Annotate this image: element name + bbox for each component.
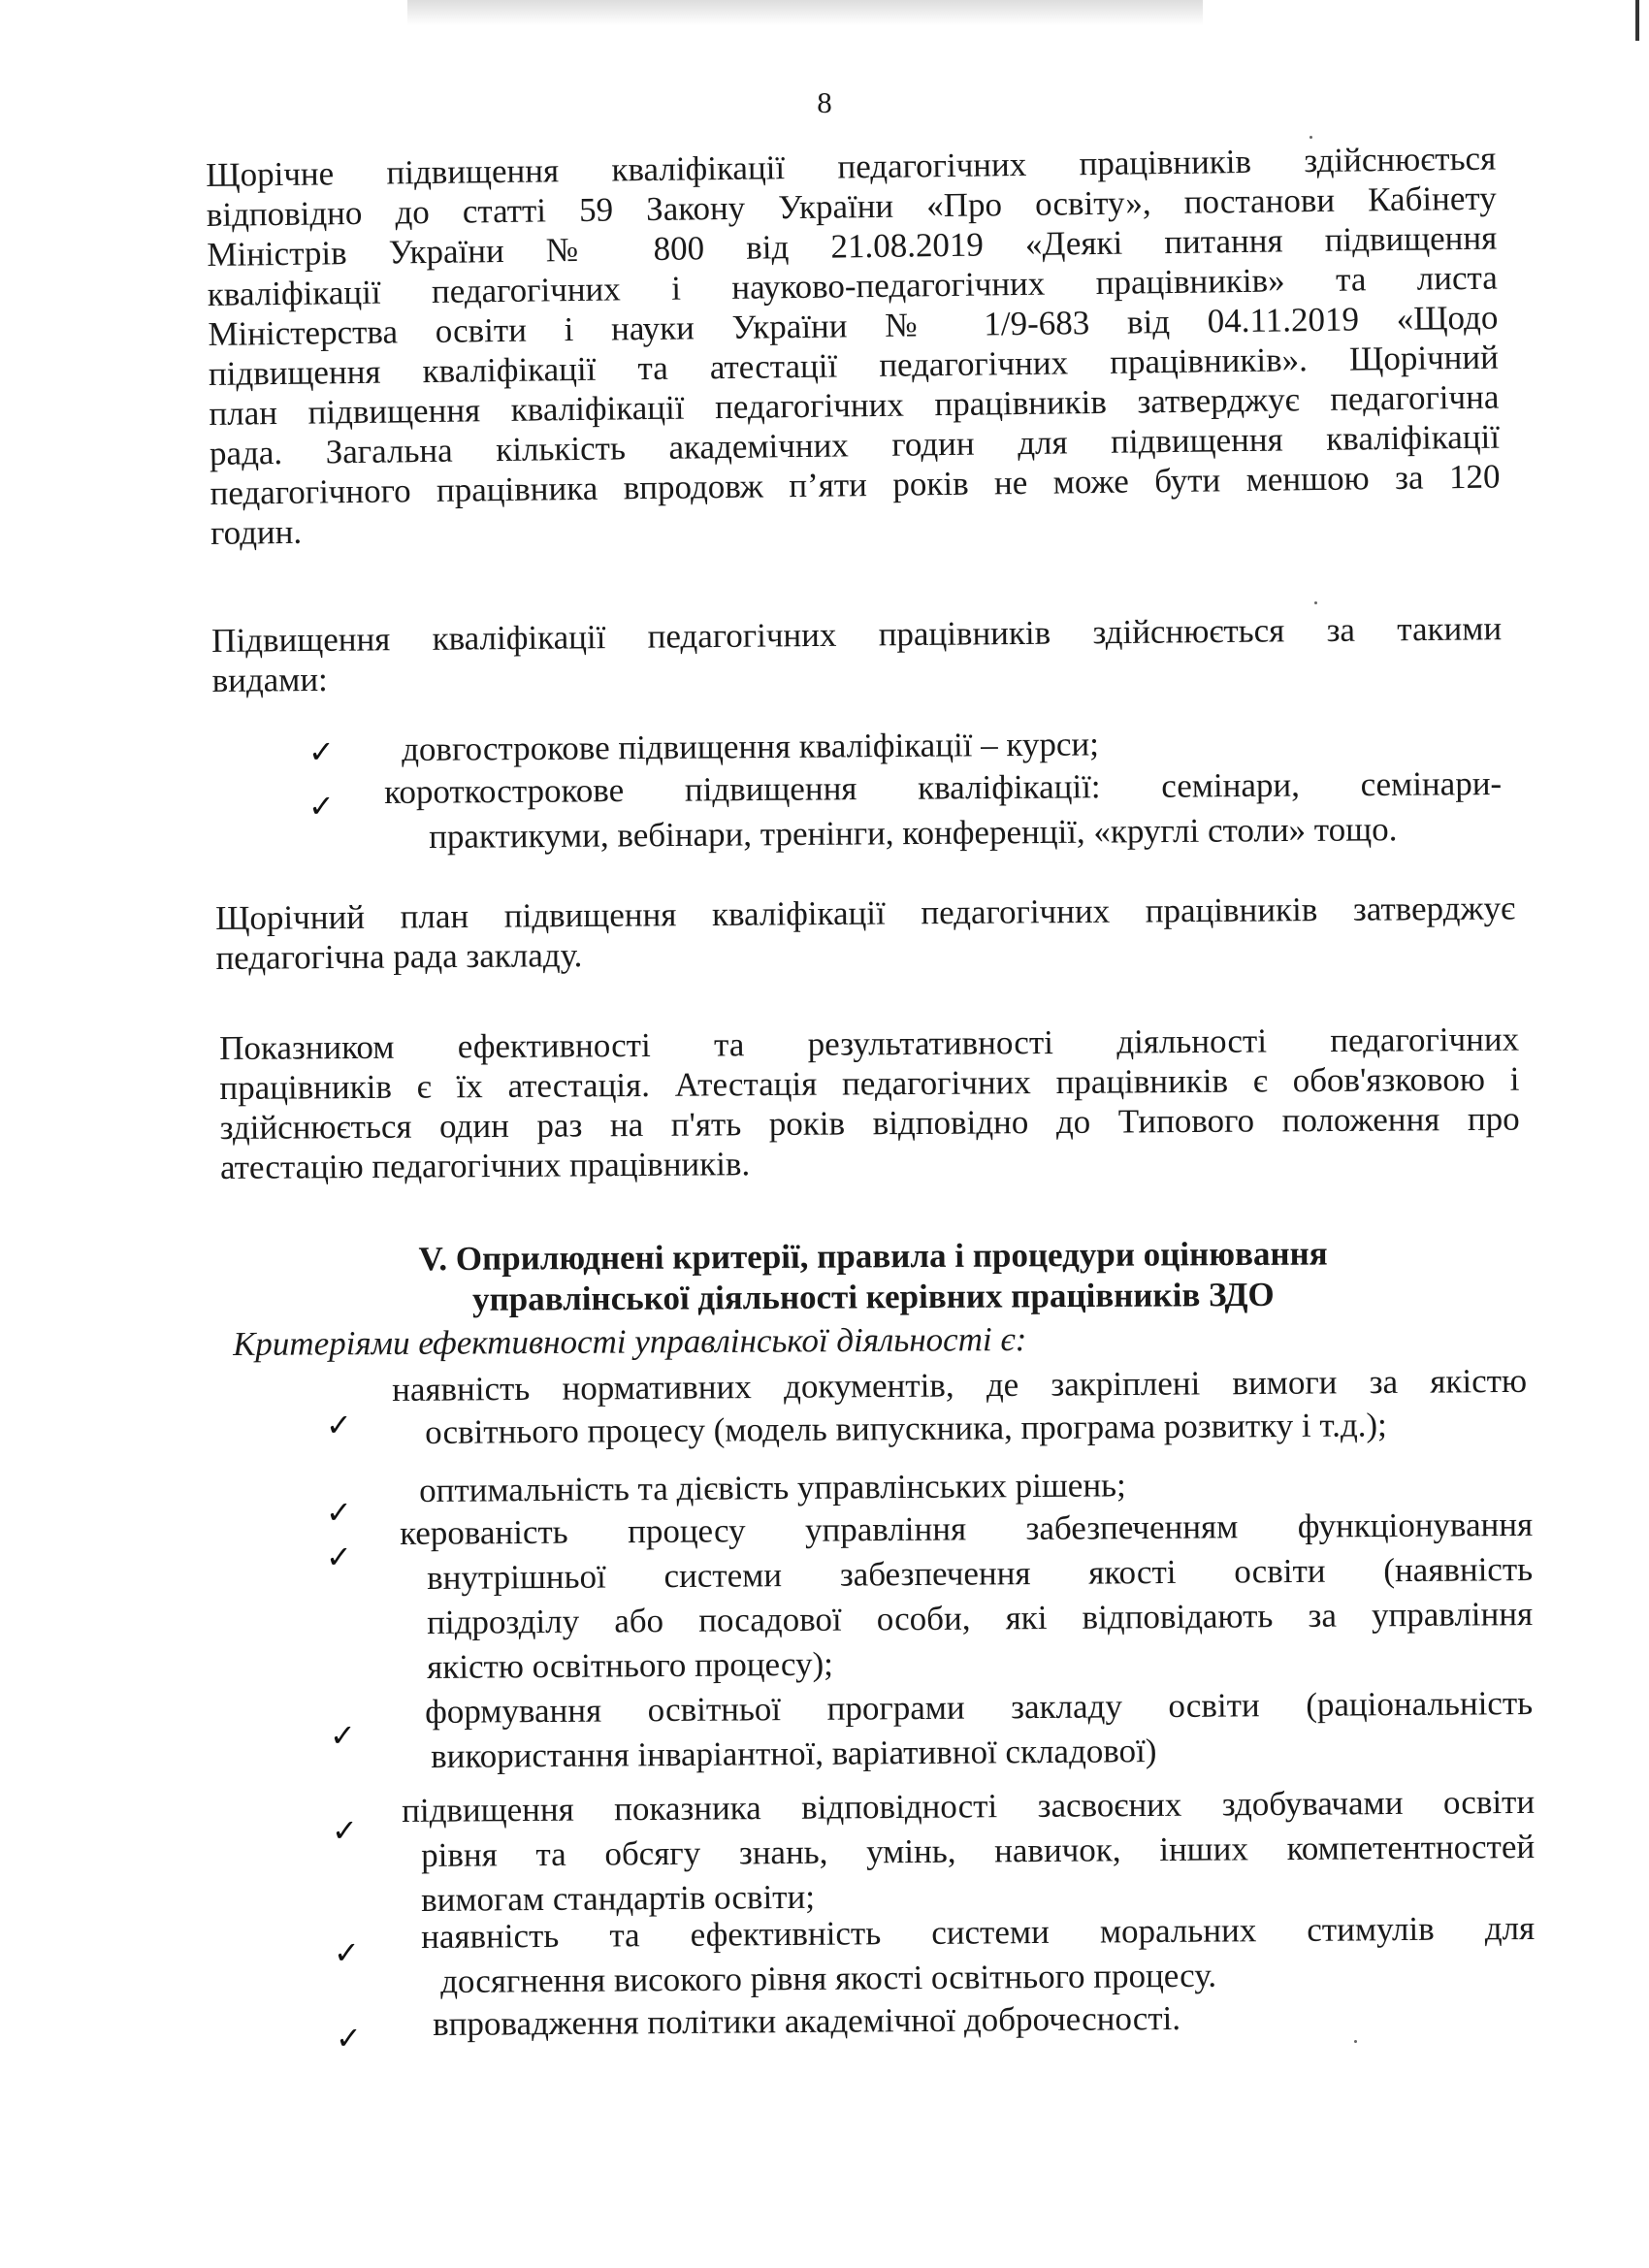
text-line: працівників є їх атестація. Атестація педагогічних працівників є обов'язковою і <box>219 1059 1520 1107</box>
text-line: план підвищення кваліфікації педагогічних працівників затверджує педагогічна <box>209 377 1500 433</box>
criteria-item: наявність нормативних документів, де закріплені вимоги за якістю <box>392 1361 1528 1409</box>
text-line: педагогічна рада закладу. <box>215 936 583 977</box>
text-line: кваліфікації педагогічних і науково-педагогічних працівників» та листа <box>207 258 1499 313</box>
list-item: короткострокове підвищення кваліфікації: семінари, семінари- <box>384 763 1503 811</box>
criteria-intro: Критеріями ефективності управлінської діяльності є: <box>233 1320 1027 1363</box>
check-icon: ✓ <box>326 1494 352 1531</box>
scan-speck <box>1310 136 1312 139</box>
heading-line: V. Оприлюднені критерії, правила і процедури оцінювання <box>418 1234 1328 1279</box>
list-item-continuation: практикуми, вебінари, тренінги, конференції, «круглі столи» тощо. <box>429 810 1398 856</box>
criteria-item: керованість процесу управління забезпеченням функціонування <box>400 1505 1534 1552</box>
check-icon: ✓ <box>308 788 335 825</box>
paragraph-attestation <box>219 1020 1520 1187</box>
scan-speck <box>1314 601 1317 604</box>
paragraph-forms <box>211 608 1503 700</box>
paragraph-annual-plan <box>215 888 1516 978</box>
text-line: Міністерства освіти і науки України № 1/9-683 від 04.11.2019 «Щодо <box>208 298 1499 353</box>
check-icon: ✓ <box>334 1934 360 1971</box>
criteria-item: підвищення показника відповідності засвоєних здобувачами освіти <box>402 1782 1536 1830</box>
check-icon: ✓ <box>326 1539 352 1575</box>
criteria-item-continuation: вимогам стандартів освіти; <box>421 1877 816 1919</box>
text-line: Міністрів України № 800 від 21.08.2019 «Деякі питання підвищення <box>207 218 1498 274</box>
scan-speck <box>1354 2040 1357 2043</box>
text-line: Показником ефективності та результативності діяльності педагогічних <box>219 1020 1520 1067</box>
text-line: атестацію педагогічних працівників. <box>219 1145 751 1186</box>
text-line: здійснюється один раз на п'ять років відповідно до Типового положення про <box>219 1099 1520 1147</box>
check-icon: ✓ <box>326 1407 352 1443</box>
text-line: Підвищення кваліфікації педагогічних працівників здійснюється за такими <box>211 609 1503 660</box>
criteria-item: наявність та ефективність системи моральних стимулів для <box>421 1908 1536 1956</box>
check-icon: ✓ <box>332 1812 358 1849</box>
text-line: педагогічного працівника впродовж п’яти років не може бути меншою за 120 <box>210 457 1501 512</box>
criteria-item: впровадження політики академічної доброчесності. <box>433 1998 1181 2043</box>
scan-artifact <box>407 0 1203 25</box>
section-heading <box>291 1233 1455 1321</box>
text-line: годин. <box>210 512 303 552</box>
page-number: 8 <box>817 85 832 119</box>
text-line: видами: <box>211 660 328 699</box>
paragraph-qualification <box>206 139 1501 553</box>
criteria-item-continuation: рівня та обсягу знань, умінь, навичок, інших компетентностей <box>421 1827 1536 1874</box>
text-line: рада. Загальна кількість академічних годин для підвищення кваліфікації <box>209 417 1501 472</box>
check-icon: ✓ <box>336 2020 362 2057</box>
criteria-item-continuation: якістю освітнього процесу); <box>427 1644 834 1686</box>
list-item: довгострокове підвищення кваліфікації – курси; <box>402 725 1100 768</box>
scan-edge-mark <box>1635 0 1639 41</box>
criteria-item: формування освітньої програми закладу освіти (раціональність <box>425 1684 1534 1731</box>
text-line: підвищення кваліфікації та атестації педагогічних працівників». Щорічний <box>208 338 1500 393</box>
criteria-item-continuation: використання інваріантної, варіативної складової) <box>431 1732 1157 1775</box>
criteria-item-continuation: внутрішньої системи забезпечення якості освіти (наявність <box>427 1550 1534 1597</box>
check-icon: ✓ <box>330 1717 356 1754</box>
check-icon: ✓ <box>308 733 335 770</box>
text-line: Щорічний план підвищення кваліфікації педагогічних працівників затверджує <box>215 889 1516 937</box>
text-line: відповідно до статті 59 Закону України «Про освіту», постанови Кабінету <box>206 178 1497 234</box>
criteria-item: оптимальність та дієвість управлінських рішень; <box>419 1466 1126 1509</box>
heading-line: управлінської діяльності керівних працівників ЗДО <box>471 1275 1275 1318</box>
criteria-item-continuation: підрозділу або посадової особи, які відповідають за управління <box>427 1595 1534 1641</box>
text-line: Щорічне підвищення кваліфікації педагогічних працівників здійснюється <box>206 139 1497 194</box>
criteria-item-continuation: досягнення високого рівня якості освітнього процесу. <box>440 1956 1217 2000</box>
criteria-item-continuation: освітнього процесу (модель випускника, програма розвитку і т.д.); <box>425 1406 1387 1451</box>
